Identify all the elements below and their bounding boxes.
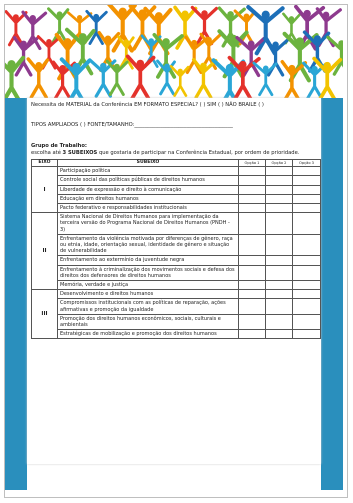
subeixo-cell: Liberdade de expressão e direito à comunicação: [58, 185, 239, 194]
eixo-cell: II: [32, 213, 58, 290]
option1-cell[interactable]: [239, 167, 266, 176]
table-row: [32, 204, 321, 213]
option2-cell[interactable]: [266, 194, 293, 203]
form-content: [31, 100, 319, 339]
group-heading: Grupo de Trabalho:: [31, 143, 87, 149]
option3-cell[interactable]: [293, 299, 321, 314]
option3-cell[interactable]: [293, 256, 321, 265]
table-row: [32, 176, 321, 185]
option3-cell[interactable]: [293, 314, 321, 329]
group-instructions: escolha até 3 SUBEIXOS que gostaria de participar na Conferência Estadual, por ordem de prioridade.: [31, 150, 300, 156]
option2-cell[interactable]: [266, 281, 293, 290]
dancing-figure: [254, 63, 276, 95]
dancing-figure: [171, 66, 188, 95]
option1-cell[interactable]: [239, 234, 266, 256]
option3-cell[interactable]: [293, 213, 321, 235]
table-row: [32, 314, 321, 329]
option1-cell[interactable]: [239, 290, 266, 299]
table-row: [32, 234, 321, 256]
option3-cell[interactable]: [293, 330, 321, 339]
eixo-cell: III: [32, 290, 58, 339]
option2-cell[interactable]: [266, 167, 293, 176]
subeixo-cell: Enfrentamento da violência motivada por diferenças de gênero, raça ou etnia, idade, orientação sexual, identidade de gênero e situação de vulnerabilidade: [58, 234, 239, 256]
eixo-cell: I: [32, 167, 58, 213]
eixo-header: EIXO: [32, 160, 58, 167]
dancing-figure: [282, 62, 305, 100]
subeixo-cell: Desenvolvimento e direitos humanos: [58, 290, 239, 299]
option1-cell[interactable]: [239, 281, 266, 290]
option2-cell[interactable]: [266, 256, 293, 265]
option3-cell[interactable]: [293, 194, 321, 203]
subeixo-cell: Sistema Nacional de Direitos Humanos para implementação da terceira versão do Programa Nacional de Direitos Humanos (PNDH - 3): [58, 213, 239, 235]
dancing-people-banner: [5, 5, 343, 100]
subeixo-cell: Enfrentamento à criminalização dos movimentos sociais e defesa dos direitos dos defensores de direitos humanos: [58, 265, 239, 280]
dancing-figure: [15, 38, 37, 75]
table-row: [32, 330, 321, 339]
blue-border-left: [5, 100, 27, 490]
option2-cell[interactable]: [266, 204, 293, 213]
option2-header: Opção 2: [266, 160, 293, 167]
option1-header: Opção 1: [239, 160, 266, 167]
table-row: [32, 290, 321, 299]
option3-cell[interactable]: [293, 185, 321, 194]
option3-cell[interactable]: [293, 290, 321, 299]
subeixo-cell: Promoção dos direitos humanos econômicos, sociais, culturais e ambientais: [58, 314, 239, 329]
option2-cell[interactable]: [266, 290, 293, 299]
option3-header: Opção 3: [293, 160, 321, 167]
option3-cell[interactable]: [293, 265, 321, 280]
option1-cell[interactable]: [239, 299, 266, 314]
special-format-question: Necessita de MATERIAL da Conferência EM FORMATO ESPECIAL? ( ) SIM ( ) NÃO BRAILE ( ): [31, 102, 264, 108]
option3-cell[interactable]: [293, 281, 321, 290]
table-row: [32, 213, 321, 235]
dancing-figure: [5, 56, 23, 100]
table-row: [32, 185, 321, 194]
option1-cell[interactable]: [239, 213, 266, 235]
dancing-figure: [107, 61, 127, 94]
option1-cell[interactable]: [239, 194, 266, 203]
blue-border-right: [321, 100, 343, 490]
subeixo-header: SUBEIXO: [58, 160, 239, 167]
subeixo-cell: Compromissos institucionais com as políticas de reparação, ações afirmativas e promoção da igualdade: [58, 299, 239, 314]
option1-cell[interactable]: [239, 176, 266, 185]
option2-cell[interactable]: [266, 213, 293, 235]
subeixo-cell: Participação política: [58, 167, 239, 176]
option3-cell[interactable]: [293, 204, 321, 213]
option1-cell[interactable]: [239, 314, 266, 329]
table-row: [32, 299, 321, 314]
option1-cell[interactable]: [239, 256, 266, 265]
option1-cell[interactable]: [239, 185, 266, 194]
subeixo-cell: Estratégicas de mobilização e promoção dos direitos humanos: [58, 330, 239, 339]
option2-cell[interactable]: [266, 265, 293, 280]
subeixo-cell: Educação em direitos humanos: [58, 194, 239, 203]
option1-cell[interactable]: [239, 204, 266, 213]
option3-cell[interactable]: [293, 167, 321, 176]
subeixo-cell: Memória, verdade e justiça: [58, 281, 239, 290]
table-row: [32, 167, 321, 176]
table-row: [32, 265, 321, 280]
dancing-figure: [28, 59, 47, 97]
option2-cell[interactable]: [266, 299, 293, 314]
option3-cell[interactable]: [293, 176, 321, 185]
option2-cell[interactable]: [266, 314, 293, 329]
dancing-figure: [128, 56, 154, 98]
subeixo-cell: Controle social das políticas públicas de direitos humanos: [58, 176, 239, 185]
option2-cell[interactable]: [266, 176, 293, 185]
table-header-row: [32, 160, 321, 167]
dancing-figure: [194, 60, 216, 98]
enlarged-types-field[interactable]: TIPOS AMPLIADOS ( ) FONTE/TAMANHO:______________________________________: [31, 122, 233, 128]
subeixo-cell: Enfrentamento ao extermínio da juventude negra: [58, 256, 239, 265]
table-row: [32, 281, 321, 290]
option1-cell[interactable]: [239, 330, 266, 339]
subeixo-cell: Pacto federativo e responsabilidades institucionais: [58, 204, 239, 213]
option2-cell[interactable]: [266, 330, 293, 339]
option2-cell[interactable]: [266, 185, 293, 194]
subeixos-table: [31, 159, 321, 339]
option3-cell[interactable]: [293, 234, 321, 256]
table-row: [32, 194, 321, 203]
option1-cell[interactable]: [239, 265, 266, 280]
table-row: [32, 256, 321, 265]
option2-cell[interactable]: [266, 234, 293, 256]
